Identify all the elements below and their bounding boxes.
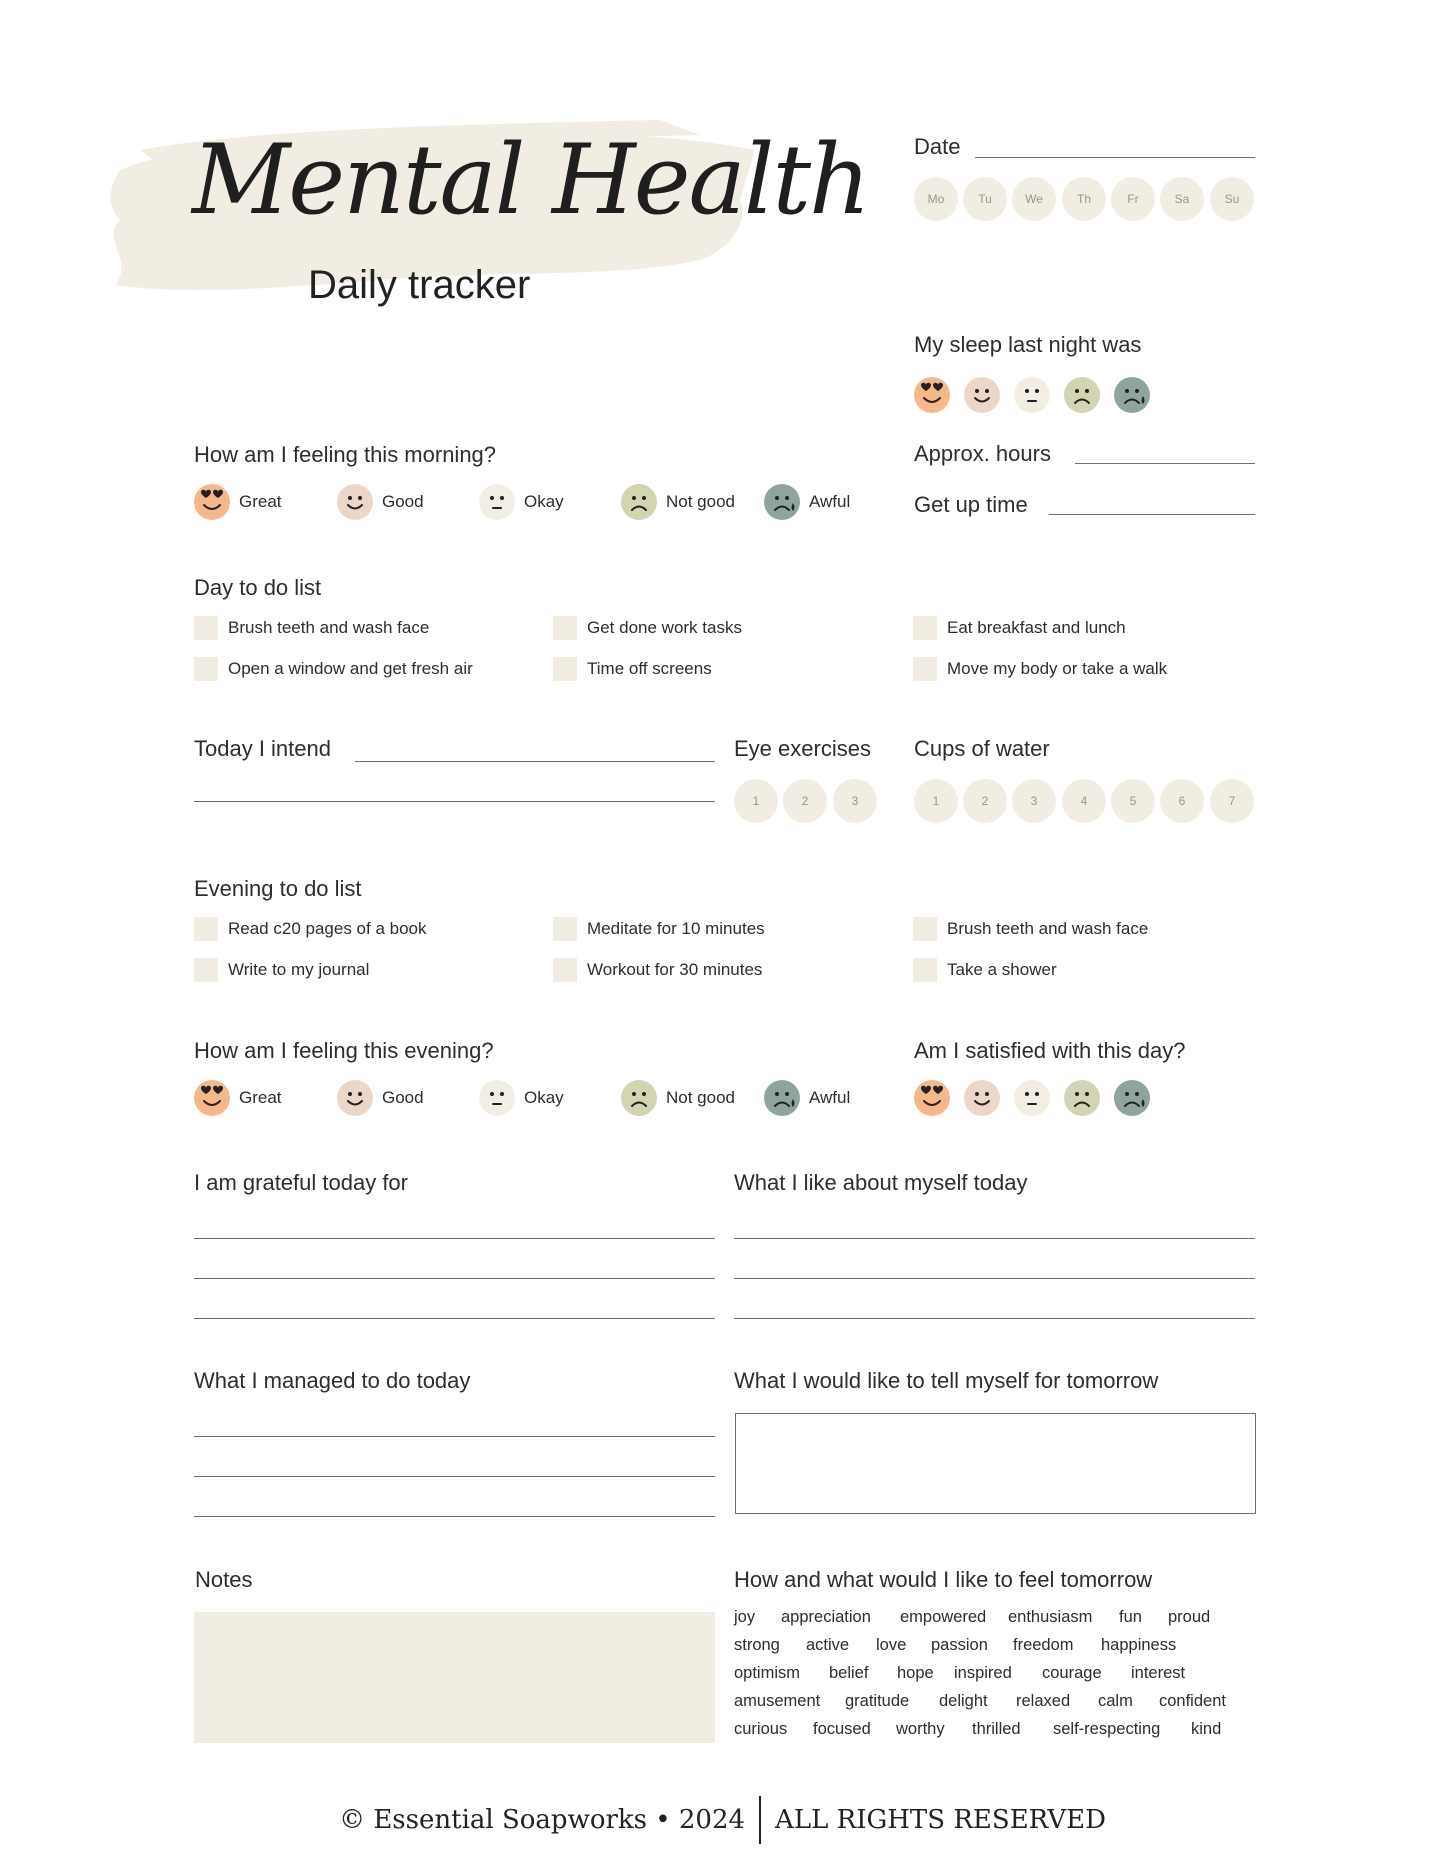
notes-label: Notes (195, 1567, 253, 1592)
footer (0, 1796, 1445, 1844)
todo-label: Open a window and get fresh air (228, 659, 473, 678)
eye-exercise-3[interactable]: 3 (833, 779, 877, 823)
smile-face-icon[interactable] (963, 376, 1001, 414)
feeling-word[interactable]: amusement (734, 1692, 821, 1710)
page-title: Mental Health (192, 124, 869, 236)
heart-eyes-face-icon[interactable] (913, 376, 951, 414)
frown-face-icon (620, 1079, 658, 1117)
today-intend-label: Today I intend (194, 736, 331, 761)
smile-face-icon[interactable] (963, 1079, 1001, 1117)
todo-label: Brush teeth and wash face (228, 618, 430, 637)
day-monday[interactable]: Mo (914, 177, 958, 221)
todo-label: Time off screens (587, 659, 712, 678)
mood-label: Great (239, 492, 282, 511)
intend-input-line-2[interactable] (194, 801, 715, 802)
checkbox[interactable] (913, 616, 937, 640)
checkbox[interactable] (553, 917, 577, 941)
day-todo-title: Day to do list (194, 575, 322, 600)
evening-todo-title: Evening to do list (194, 876, 362, 901)
day-thursday[interactable]: Th (1062, 177, 1106, 221)
footer-copyright: © Essential Soapworks • 2024 (339, 1805, 746, 1835)
feeling-word[interactable]: belief (829, 1664, 869, 1682)
mood-label: Great (239, 1088, 282, 1107)
day-todo-item[interactable] (913, 616, 1126, 640)
todo-label: Get done work tasks (587, 618, 742, 637)
cups-of-water-label: Cups of water (914, 736, 1050, 761)
evening-mood-great[interactable] (193, 1079, 282, 1117)
feeling-word[interactable]: calm (1098, 1692, 1133, 1710)
feeling-word[interactable]: happiness (1101, 1636, 1177, 1654)
crying-face-icon[interactable] (1113, 1079, 1151, 1117)
todo-label: Move my body or take a walk (947, 659, 1168, 678)
feeling-word[interactable]: joy (734, 1608, 756, 1626)
feeling-word[interactable]: optimism (734, 1664, 801, 1682)
neutral-face-icon (478, 483, 516, 521)
day-sunday[interactable]: Su (1210, 177, 1254, 221)
feeling-word[interactable]: love (876, 1636, 907, 1654)
date-input-line[interactable] (975, 157, 1255, 158)
feeling-word[interactable]: inspired (954, 1664, 1012, 1682)
like-myself-line-2[interactable] (734, 1278, 1255, 1279)
feel-tomorrow-label: How and what would I like to feel tomorrow (734, 1567, 1153, 1592)
eye-exercise-2[interactable]: 2 (783, 779, 827, 823)
mood-label: Okay (524, 1088, 564, 1107)
day-todo-item[interactable] (553, 616, 742, 640)
like-myself-line-1[interactable] (734, 1238, 1255, 1239)
feeling-word[interactable]: active (806, 1636, 850, 1654)
crying-face-icon[interactable] (1113, 376, 1151, 414)
neutral-face-icon[interactable] (1013, 376, 1051, 414)
evening-todo-item[interactable] (913, 958, 1057, 982)
water-cup-4[interactable]: 4 (1062, 779, 1106, 823)
smile-face-icon (336, 483, 374, 521)
feeling-word[interactable]: thrilled (972, 1720, 1021, 1738)
grateful-line-2[interactable] (194, 1278, 715, 1279)
mood-label: Not good (666, 492, 735, 511)
evening-mood-good[interactable] (336, 1079, 424, 1117)
heart-eyes-face-icon (193, 1079, 231, 1117)
managed-line-3[interactable] (194, 1516, 715, 1517)
feeling-word[interactable]: self-respecting (1053, 1720, 1161, 1738)
evening-todo-item[interactable] (553, 958, 762, 982)
feeling-word[interactable]: delight (939, 1692, 988, 1710)
day-friday[interactable]: Fr (1111, 177, 1155, 221)
checkbox[interactable] (553, 616, 577, 640)
morning-mood-okay[interactable] (478, 483, 564, 521)
feeling-word[interactable]: worthy (896, 1720, 945, 1738)
feeling-word[interactable]: focused (813, 1720, 871, 1738)
feeling-word[interactable]: proud (1168, 1608, 1211, 1626)
neutral-face-icon (478, 1079, 516, 1117)
feeling-word[interactable]: interest (1131, 1664, 1186, 1682)
page-subtitle: Daily tracker (308, 263, 531, 307)
feeling-word[interactable]: fun (1119, 1608, 1142, 1626)
get-up-time-label: Get up time (914, 492, 1028, 517)
checkbox[interactable] (194, 616, 218, 640)
footer-rights: ALL RIGHTS RESERVED (775, 1805, 1106, 1835)
day-saturday[interactable]: Sa (1160, 177, 1204, 221)
mood-label: Good (382, 1088, 424, 1107)
morning-mood-great[interactable] (193, 483, 282, 521)
day-wednesday[interactable]: We (1012, 177, 1056, 221)
checkbox[interactable] (194, 917, 218, 941)
approx-hours-label: Approx. hours (914, 441, 1051, 466)
feeling-word[interactable]: gratitude (845, 1692, 910, 1710)
todo-label: Eat breakfast and lunch (947, 618, 1126, 637)
feeling-word[interactable]: kind (1191, 1720, 1222, 1738)
feeling-word[interactable]: empowered (900, 1608, 987, 1626)
satisfied-mood-row (913, 1079, 1151, 1117)
evening-mood-okay[interactable] (478, 1079, 564, 1117)
managed-line-2[interactable] (194, 1476, 715, 1477)
get-up-time-input-line[interactable] (1049, 514, 1255, 515)
frown-face-icon[interactable] (1063, 1079, 1101, 1117)
eye-exercises-label: Eye exercises (734, 736, 871, 761)
evening-todo-item[interactable] (194, 917, 426, 941)
checkbox[interactable] (913, 657, 937, 681)
heart-eyes-face-icon[interactable] (913, 1079, 951, 1117)
water-cup-3[interactable]: 3 (1012, 779, 1056, 823)
satisfied-question: Am I satisfied with this day? (914, 1038, 1186, 1063)
heart-eyes-face-icon (193, 483, 231, 521)
grateful-line-3[interactable] (194, 1318, 715, 1319)
day-todo-item[interactable] (194, 657, 473, 681)
water-cup-2[interactable]: 2 (963, 779, 1007, 823)
evening-todo-item[interactable] (913, 917, 1148, 941)
checkbox[interactable] (194, 657, 218, 681)
feeling-word[interactable]: appreciation (781, 1608, 871, 1626)
managed-line-1[interactable] (194, 1436, 715, 1437)
grateful-line-1[interactable] (194, 1238, 715, 1239)
feeling-word[interactable]: relaxed (1016, 1692, 1071, 1710)
todo-label: Take a shower (947, 960, 1057, 979)
eye-exercise-1[interactable]: 1 (734, 779, 778, 823)
mood-label: Awful (809, 1088, 851, 1107)
feeling-word[interactable]: enthusiasm (1008, 1608, 1093, 1626)
sleep-label: My sleep last night was (914, 332, 1142, 357)
feeling-word[interactable]: strong (734, 1636, 780, 1654)
intend-input-line[interactable] (355, 761, 715, 762)
mood-label: Not good (666, 1088, 735, 1107)
smile-face-icon (336, 1079, 374, 1117)
day-todo-item[interactable] (553, 657, 712, 681)
feeling-word[interactable]: curious (734, 1720, 788, 1738)
notes-textbox[interactable] (194, 1612, 715, 1743)
grateful-label: I am grateful today for (194, 1170, 408, 1195)
feeling-word[interactable]: freedom (1013, 1636, 1074, 1654)
morning-mood-not-good[interactable] (620, 483, 735, 521)
evening-todo-item[interactable] (194, 958, 369, 982)
approx-hours-input-line[interactable] (1075, 463, 1255, 464)
date-label: Date (914, 134, 961, 159)
morning-mood-good[interactable] (336, 483, 424, 521)
checkbox[interactable] (913, 917, 937, 941)
day-todo-item[interactable] (913, 657, 1167, 681)
footer-divider (759, 1796, 761, 1844)
feeling-word[interactable]: courage (1042, 1664, 1102, 1682)
neutral-face-icon[interactable] (1013, 1079, 1051, 1117)
morning-mood-awful[interactable] (763, 483, 850, 521)
like-myself-label: What I like about myself today (734, 1170, 1028, 1195)
evening-mood-not-good[interactable] (620, 1079, 735, 1117)
managed-label: What I managed to do today (194, 1368, 471, 1393)
todo-label: Workout for 30 minutes (587, 960, 763, 979)
mood-label: Okay (524, 492, 564, 511)
checkbox[interactable] (913, 958, 937, 982)
frown-face-icon (620, 483, 658, 521)
water-cup-7[interactable]: 7 (1210, 779, 1254, 823)
evening-question: How am I feeling this evening? (194, 1038, 494, 1063)
tell-myself-label: What I would like to tell myself for tomorrow (734, 1368, 1159, 1393)
todo-label: Read c20 pages of a book (228, 919, 427, 938)
todo-label: Write to my journal (228, 960, 370, 979)
checkbox[interactable] (553, 657, 577, 681)
day-tuesday[interactable]: Tu (963, 177, 1007, 221)
evening-todo-item[interactable] (553, 917, 765, 941)
like-myself-line-3[interactable] (734, 1318, 1255, 1319)
water-cup-6[interactable]: 6 (1160, 779, 1204, 823)
feeling-word[interactable]: confident (1159, 1692, 1226, 1710)
todo-label: Meditate for 10 minutes (587, 919, 765, 938)
morning-question: How am I feeling this morning? (194, 442, 497, 467)
frown-face-icon[interactable] (1063, 376, 1101, 414)
feeling-word[interactable]: hope (897, 1664, 934, 1682)
mood-label: Awful (809, 492, 851, 511)
water-cup-5[interactable]: 5 (1111, 779, 1155, 823)
feeling-word[interactable]: passion (931, 1636, 988, 1654)
todo-label: Brush teeth and wash face (947, 919, 1149, 938)
mood-label: Good (382, 492, 424, 511)
crying-face-icon (763, 483, 801, 521)
sleep-mood-row (913, 376, 1151, 414)
checkbox[interactable] (553, 958, 577, 982)
checkbox[interactable] (194, 958, 218, 982)
tell-myself-textbox[interactable] (735, 1413, 1256, 1514)
day-todo-item[interactable] (194, 616, 429, 640)
evening-mood-awful[interactable] (763, 1079, 850, 1117)
water-cup-1[interactable]: 1 (914, 779, 958, 823)
crying-face-icon (763, 1079, 801, 1117)
